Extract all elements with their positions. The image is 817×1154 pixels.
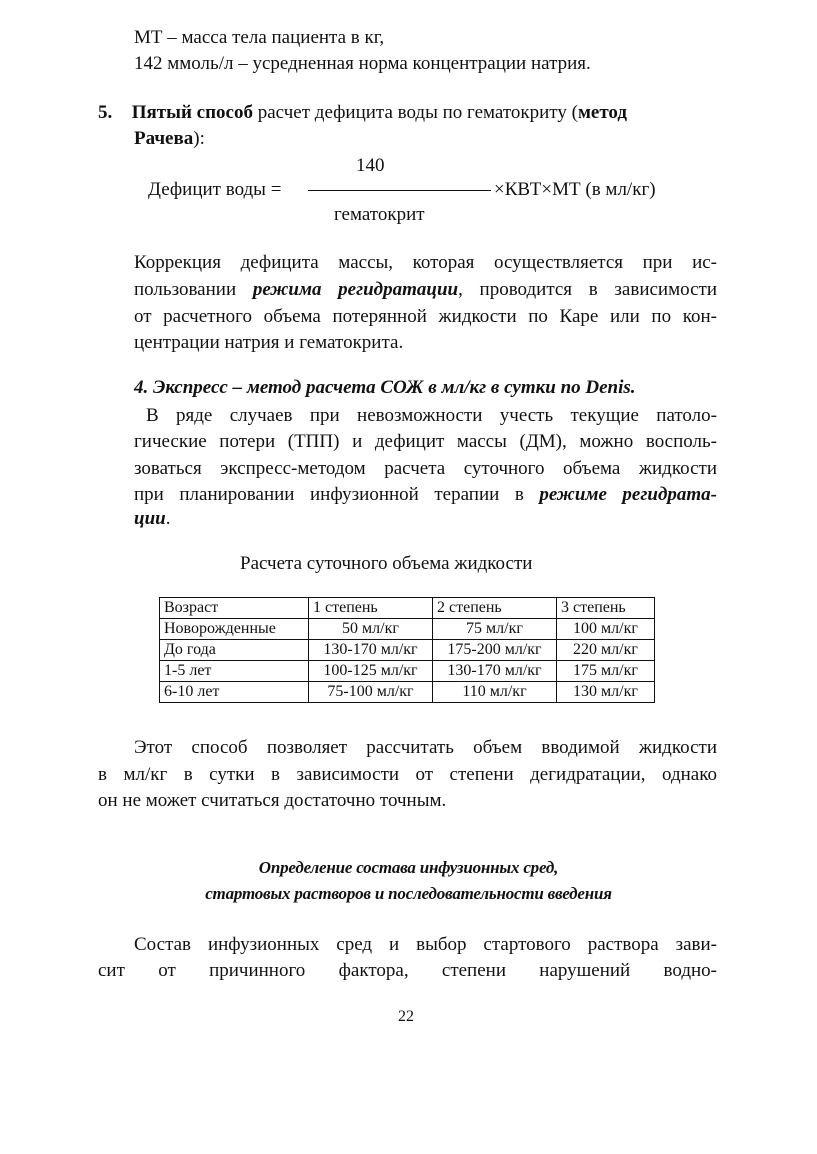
method5-bold-lead: Пятый способ bbox=[131, 102, 253, 123]
rehydration-mode-term-2: режиме регидрата- bbox=[539, 484, 717, 505]
formula-lhs: Дефицит воды = bbox=[148, 179, 282, 200]
table-row bbox=[160, 682, 655, 703]
formula-numerator: 140 bbox=[356, 155, 385, 176]
formula-fraction-bar bbox=[308, 190, 491, 191]
header-degree-2: 2 степень bbox=[433, 598, 557, 619]
table-header-row bbox=[160, 598, 655, 619]
express-line2: гические потери (ТПП) и дефицит массы (ДМ), можно восполь- bbox=[134, 431, 717, 452]
cell-degree-1: 50 мл/кг bbox=[309, 619, 433, 640]
table-row bbox=[160, 640, 655, 661]
correction-text-2a: пользовании bbox=[134, 279, 253, 300]
rehydration-mode-term: режима регидратации bbox=[252, 279, 459, 300]
rehydration-mode-term-end: ции bbox=[134, 508, 166, 529]
cell-degree-3: 100 мл/кг bbox=[557, 619, 655, 640]
cell-degree-2: 75 мл/кг bbox=[433, 619, 557, 640]
header-degree-1: 1 степень bbox=[309, 598, 433, 619]
cell-degree-3: 175 мл/кг bbox=[557, 661, 655, 682]
express-text-5b: . bbox=[165, 508, 171, 529]
mt-definition-line: МТ – масса тела пациента в кг, bbox=[134, 27, 385, 48]
method5-name-2: Рачева bbox=[134, 128, 194, 149]
table-row bbox=[160, 619, 655, 640]
method5-line1 bbox=[98, 101, 627, 125]
cell-degree-3: 130 мл/кг bbox=[557, 682, 655, 703]
page-number: 22 bbox=[398, 1008, 414, 1025]
cell-degree-2: 175-200 мл/кг bbox=[433, 640, 557, 661]
sodium-norm-line: 142 ммоль/л – усредненная норма концентрации натрия. bbox=[134, 53, 591, 74]
method-note-line3: он не может считаться достаточно точным. bbox=[98, 790, 447, 811]
cell-age: 1-5 лет bbox=[160, 661, 309, 682]
method5-name-1: метод bbox=[577, 102, 627, 123]
cell-age: Новорожденные bbox=[160, 619, 309, 640]
express-text-4a: при планировании инфузионной терапии в bbox=[134, 484, 540, 505]
cell-degree-2: 110 мл/кг bbox=[433, 682, 557, 703]
composition-line1: Состав инфузионных сред и выбор стартового раствора зави- bbox=[134, 934, 717, 955]
method5-line2 bbox=[134, 127, 205, 151]
express-line5 bbox=[134, 507, 170, 531]
formula-denominator: гематокрит bbox=[334, 204, 425, 225]
cell-degree-1: 100-125 мл/кг bbox=[309, 661, 433, 682]
header-age: Возраст bbox=[160, 598, 309, 619]
table-caption: Расчета суточного объема жидкости bbox=[240, 553, 533, 574]
cell-degree-3: 220 мл/кг bbox=[557, 640, 655, 661]
express-line4 bbox=[134, 482, 717, 509]
correction-line4: центрации натрия и гематокрита. bbox=[134, 332, 404, 353]
header-degree-3: 3 степень bbox=[557, 598, 655, 619]
method-note-line1: Этот способ позволяет рассчитать объем вводимой жидкости bbox=[134, 737, 717, 758]
cell-degree-2: 130-170 мл/кг bbox=[433, 661, 557, 682]
method5-number: 5. bbox=[98, 102, 113, 123]
correction-line1 bbox=[134, 250, 717, 277]
formula-rhs: ×КВТ×МТ (в мл/кг) bbox=[494, 179, 656, 200]
express-method-title: 4. Экспресс – метод расчета СОЖ в мл/кг в сутки по Denis. bbox=[134, 377, 636, 398]
method5-tail: ): bbox=[193, 128, 205, 149]
correction-line3: от расчетного объема потерянной жидкости по Каре или по кон- bbox=[134, 306, 717, 327]
correction-text-1: Коррекция дефицита массы, которая осуществляется при ис- bbox=[134, 252, 717, 273]
cell-age: 6-10 лет bbox=[160, 682, 309, 703]
section-heading-line1: Определение состава инфузионных сред, bbox=[258, 858, 559, 877]
fluid-volume-table bbox=[159, 597, 655, 703]
composition-line2: сит от причинного фактора, степени нарушений водно- bbox=[98, 960, 717, 981]
express-line1: В ряде случаев при невозможности учесть текущие патоло- bbox=[146, 405, 717, 426]
express-line3: зоваться экспресс-методом расчета суточного объема жидкости bbox=[134, 458, 717, 479]
method5-text: расчет дефицита воды по гематокриту ( bbox=[253, 102, 578, 123]
correction-line2 bbox=[134, 277, 717, 304]
cell-degree-1: 130-170 мл/кг bbox=[309, 640, 433, 661]
section-heading-line2: стартовых растворов и последовательности введения bbox=[205, 884, 612, 903]
cell-age: До года bbox=[160, 640, 309, 661]
method-note-line2: в мл/кг в сутки в зависимости от степени дегидратации, однако bbox=[98, 764, 717, 785]
table-row bbox=[160, 661, 655, 682]
correction-text-2b: , проводится в зависимости bbox=[458, 279, 717, 300]
cell-degree-1: 75-100 мл/кг bbox=[309, 682, 433, 703]
